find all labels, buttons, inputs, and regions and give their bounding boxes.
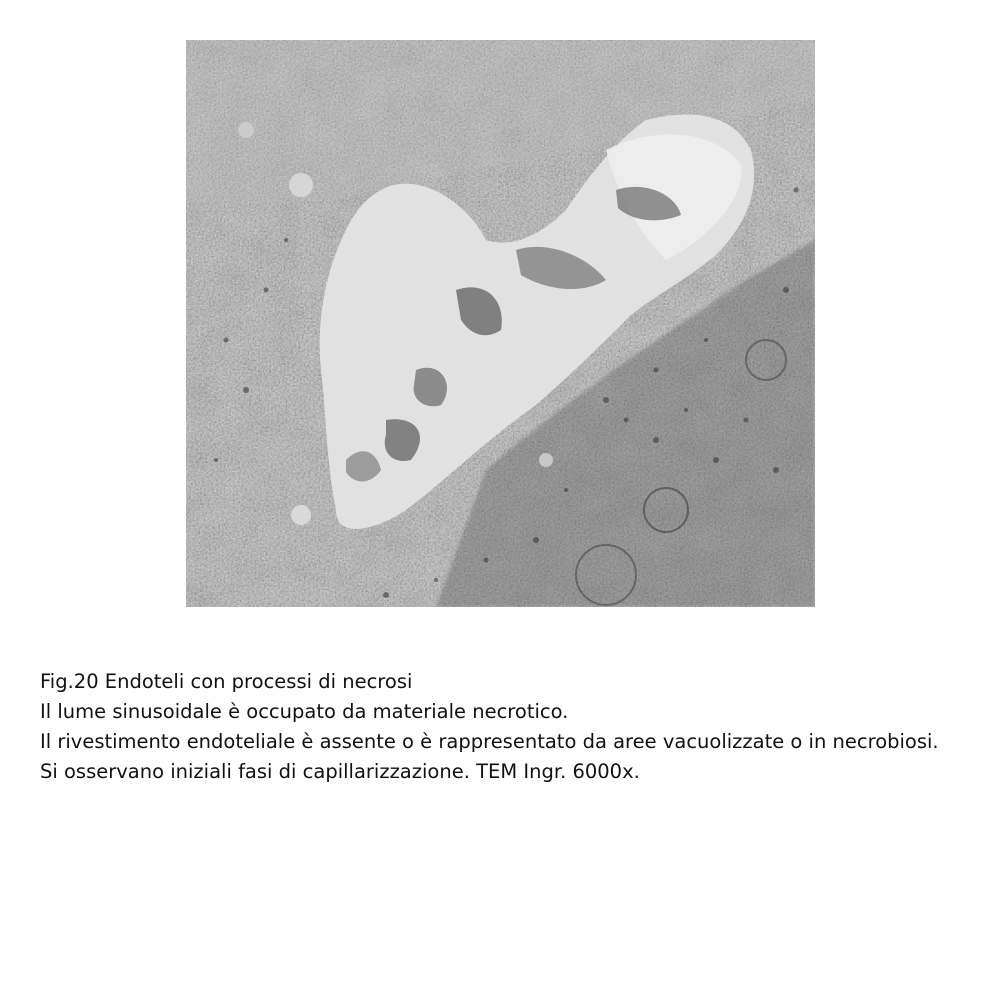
caption-title: Fig.20 Endoteli con processi di necrosi <box>40 670 413 693</box>
tem-micrograph-image <box>186 40 815 607</box>
figure-caption <box>40 667 980 787</box>
caption-line-capillarization: Si osservano iniziali fasi di capillarizzazione. TEM Ingr. 6000x. <box>40 760 640 783</box>
caption-line-endothelium: Il rivestimento endoteliale è assente o è rappresentato da aree vacuolizzate o in necrobiosi. <box>40 730 939 753</box>
caption-line-lumen: Il lume sinusoidale è occupato da materiale necrotico. <box>40 700 569 723</box>
